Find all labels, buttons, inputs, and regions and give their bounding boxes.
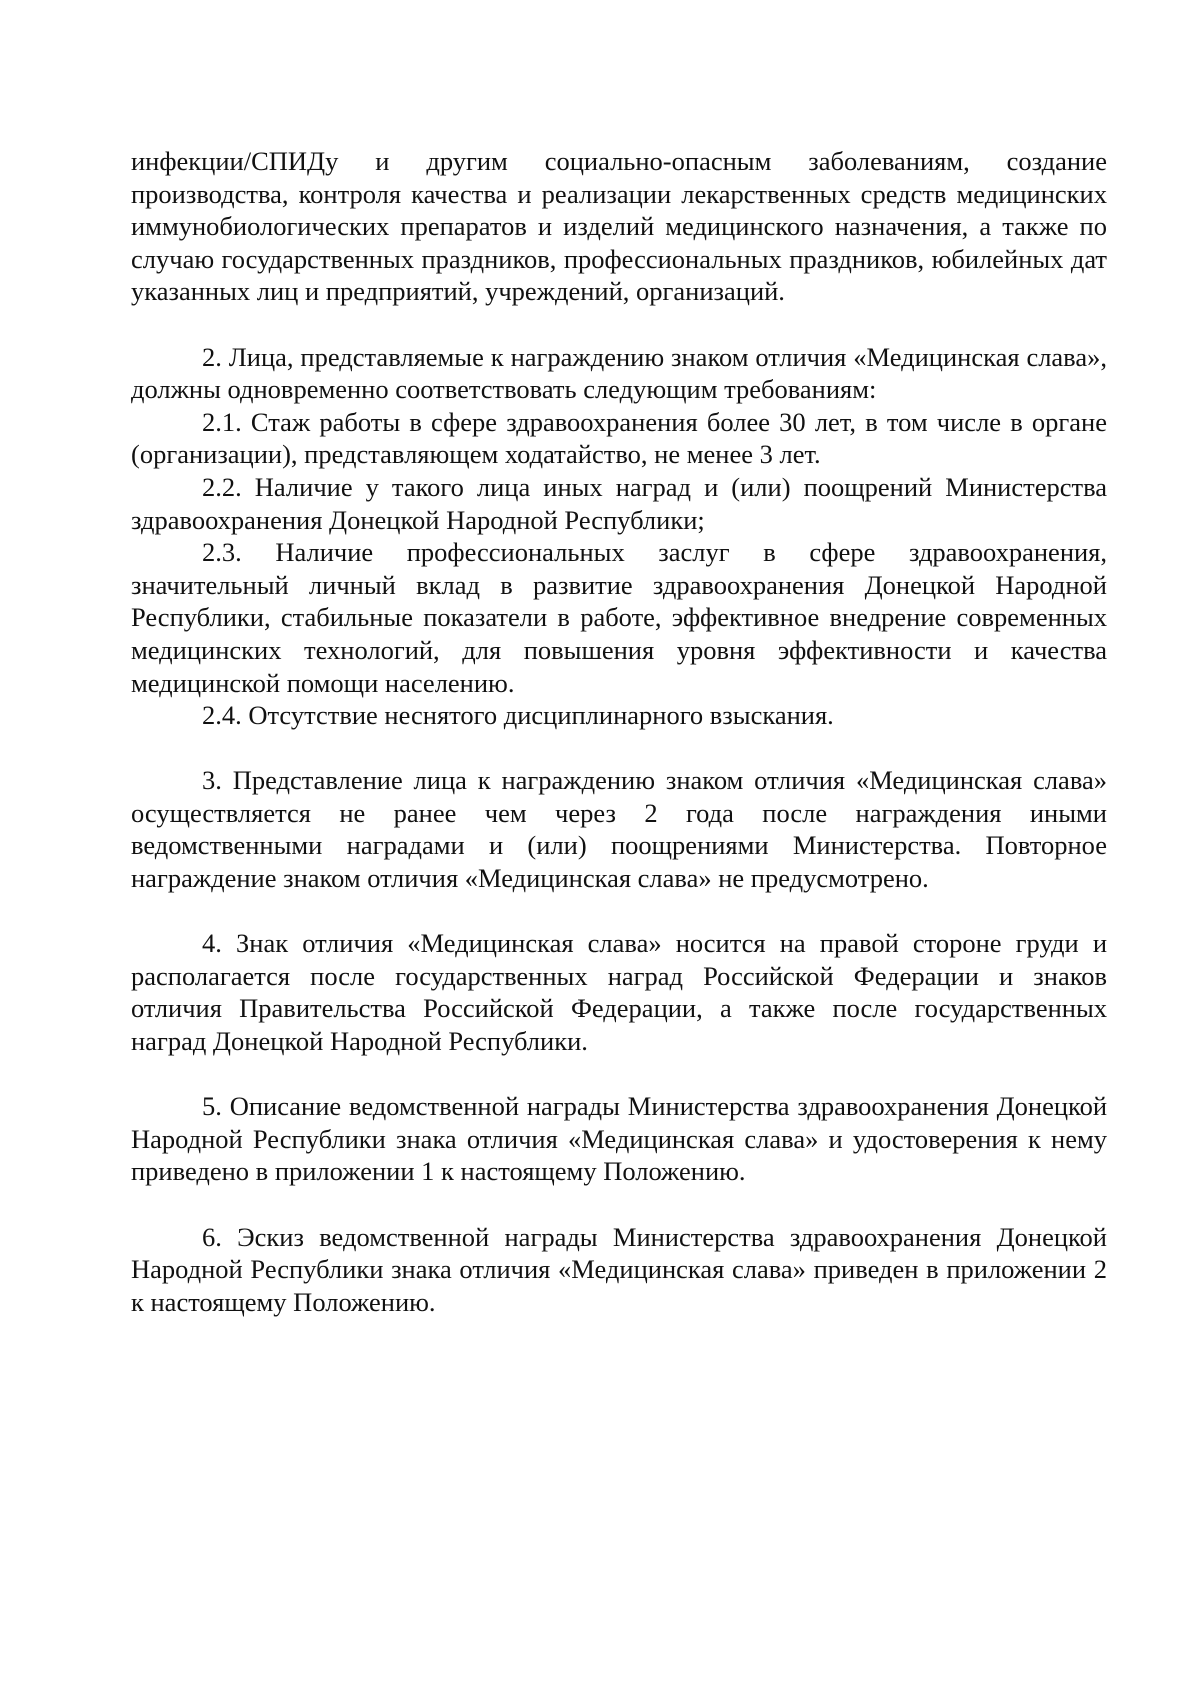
paragraph-2-1: 2.1. Стаж работы в сфере здравоохранения более 30 лет, в том числе в органе (организации), представляющем ходатайство, не менее 3 лет. [131, 406, 1107, 470]
paragraph-2: 2. Лица, представляемые к награждению знаком отличия «Медицинская слава», должны одновременно соответствовать следующим требованиям: [131, 341, 1107, 405]
paragraph-4: 4. Знак отличия «Медицинская слава» носится на правой стороне груди и располагается после государственных наград Российской Федерации и знаков отличия Правительства Российской Федерации, а также после государственных наград Донецкой Народной Республики. [131, 928, 1107, 1057]
paragraph-2-4: 2.4. Отсутствие неснятого дисциплинарного взыскания. [202, 700, 834, 731]
paragraph-2-3: 2.3. Наличие профессиональных заслуг в сфере здравоохранения, значительный личный вклад в развитие здравоохранения Донецкой Народной Республики, стабильные показатели в работе, эффективное внедрение современных медицинских технологий, для повышения уровня эффективности и качества медицинской помощи населению. [131, 537, 1107, 698]
paragraph-5: 5. Описание ведомственной награды Министерства здравоохранения Донецкой Народной Республики знака отличия «Медицинская слава» и удостоверения к нему приведено в приложении 1 к настоящему Положению. [131, 1091, 1107, 1187]
paragraph-continuation: инфекции/СПИДу и другим социально-опасным заболеваниям, создание производства, контроля качества и реализации лекарственных средств медицинских иммунобиологических препаратов и изделий медицинского назначения, а также по случаю государственных праздников, профессиональных праздников, юбилейных дат указанных лиц и предприятий, учреждений, организаций. [131, 146, 1107, 307]
paragraph-2-2: 2.2. Наличие у такого лица иных наград и (или) поощрений Министерства здравоохранения Донецкой Народной Республики; [131, 471, 1107, 535]
paragraph-6: 6. Эскиз ведомственной награды Министерства здравоохранения Донецкой Народной Республики знака отличия «Медицинская слава» приведен в приложении 2 к настоящему Положению. [131, 1221, 1107, 1317]
paragraph-3: 3. Представление лица к награждению знаком отличия «Медицинская слава» осуществляется не ранее чем через 2 года после награждения иными ведомственными наградами и (или) поощрениями Министерства. Повторное награждение знаком отличия «Медицинская слава» не предусмотрено. [131, 765, 1107, 894]
document-body [131, 145, 1107, 1318]
